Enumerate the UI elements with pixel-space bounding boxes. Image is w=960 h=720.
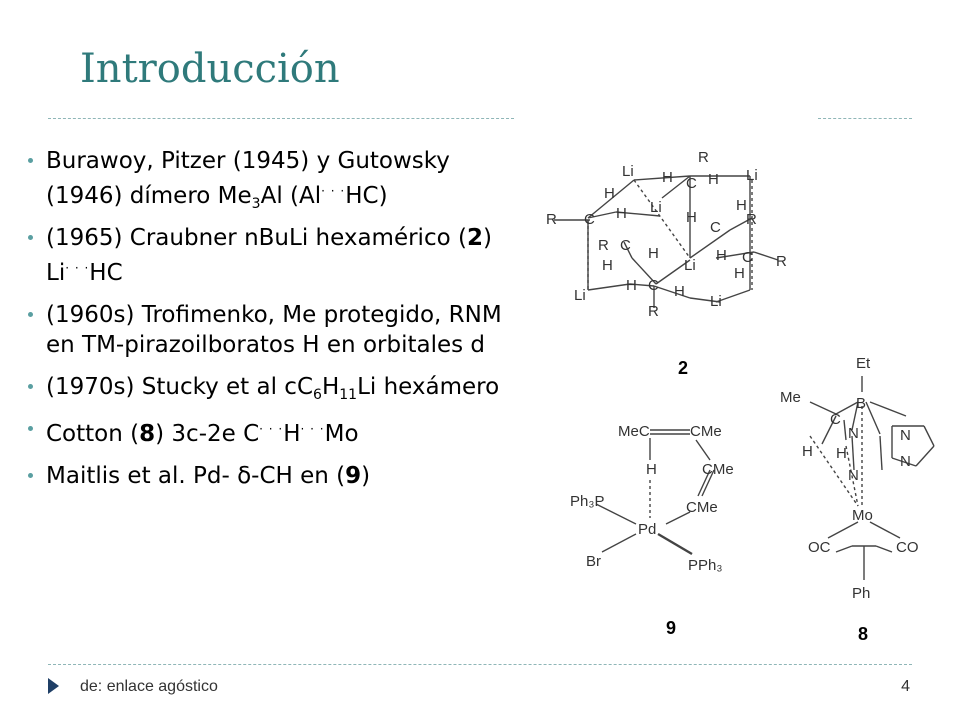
svg-text:Br: Br [586, 553, 601, 570]
svg-text:H: H [734, 265, 745, 282]
footer-arrow-icon [48, 678, 59, 694]
svg-text:Li: Li [710, 293, 722, 310]
svg-text:Li: Li [746, 167, 758, 184]
svg-text:Ph₃P: Ph₃P [570, 493, 605, 510]
svg-text:PPh₃: PPh₃ [688, 557, 723, 574]
bullet-item-stucky: (1970s) Stucky et al $cC_6H_{11}Li$ hexámero [22, 372, 522, 402]
bullet-dot [28, 235, 33, 240]
svg-text:Li: Li [684, 257, 696, 274]
compound-2-labels [546, 149, 787, 320]
svg-text:H: H [716, 247, 727, 264]
compound-2-number: 2 [678, 358, 689, 378]
svg-text:H: H [616, 205, 627, 222]
svg-text:R: R [648, 303, 659, 320]
bullet-list [22, 146, 522, 503]
svg-text:N: N [900, 453, 911, 470]
title-divider-left [48, 118, 514, 119]
svg-text:R: R [698, 149, 709, 166]
compound-2-structure [554, 176, 778, 308]
svg-text:N: N [848, 467, 859, 484]
svg-text:H: H [646, 461, 657, 478]
bullet-item-craubner: (1965) Craubner nBuLi hexamérico (2) Li· · ·HC [22, 223, 522, 288]
page-number: 4 [901, 678, 910, 695]
svg-text:C: C [830, 411, 841, 428]
bullet-item-burawoy: Burawoy, Pitzer (1945) y Gutowsky (1946) dímero $Me_3Al$ (Al· · ·HC) [22, 146, 522, 211]
svg-text:H: H [836, 445, 847, 462]
svg-text:Li: Li [650, 199, 662, 216]
svg-text:H: H [604, 185, 615, 202]
svg-text:H: H [648, 245, 659, 262]
bullet-item-cotton: Cotton (8) 3c-2e C· · ·H· · ·Mo [22, 414, 522, 449]
svg-text:C: C [648, 277, 659, 294]
svg-text:H: H [708, 171, 719, 188]
svg-text:C: C [686, 175, 697, 192]
svg-text:H: H [802, 443, 813, 460]
svg-text:C: C [584, 211, 595, 228]
svg-text:Ph: Ph [852, 585, 871, 602]
compound-9-number: 9 [666, 618, 677, 638]
svg-text:H: H [602, 257, 613, 274]
svg-text:H: H [686, 209, 697, 226]
bullet-item-trofimenko: (1960s) Trofimenko, Me protegido, RNM en TM-pirazoilboratos H en orbitales d [22, 300, 522, 360]
svg-text:B: B [856, 395, 867, 412]
compound-8-labels [780, 355, 919, 602]
svg-text:CMe: CMe [686, 499, 718, 516]
svg-text:R: R [776, 253, 787, 270]
svg-text:H: H [736, 197, 747, 214]
compound-9-labels [570, 423, 734, 574]
svg-text:N: N [900, 427, 911, 444]
svg-text:MeC: MeC [618, 423, 650, 440]
svg-text:H: H [626, 277, 637, 294]
svg-text:N: N [848, 425, 859, 442]
svg-text:R: R [746, 211, 757, 228]
svg-text:H: H [662, 169, 673, 186]
svg-text:Li: Li [622, 163, 634, 180]
bullet-dot [28, 158, 33, 163]
svg-text:H: H [674, 283, 685, 300]
svg-text:Pd: Pd [638, 521, 657, 538]
title-divider-right [818, 118, 912, 119]
svg-text:R: R [598, 237, 609, 254]
svg-text:C: C [620, 237, 631, 254]
compound-8-number: 8 [858, 624, 869, 644]
svg-text:C: C [710, 219, 721, 236]
svg-text:R: R [546, 211, 557, 228]
footer-divider [48, 664, 912, 665]
bullet-item-maitlis: Maitlis et al. Pd- δ-CH en (9) [22, 461, 522, 491]
svg-text:Mo: Mo [852, 507, 873, 524]
svg-text:OC: OC [808, 539, 831, 556]
svg-text:C: C [742, 249, 753, 266]
bullet-dot [28, 473, 33, 478]
footer-text: de: enlace agóstico [80, 678, 218, 695]
bullet-dot [28, 384, 33, 389]
bullet-dot [28, 426, 33, 431]
svg-text:CO: CO [896, 539, 919, 556]
chemical-structures-figure [540, 140, 952, 652]
svg-text:Me: Me [780, 389, 801, 406]
svg-text:Li: Li [574, 287, 586, 304]
svg-text:Et: Et [856, 355, 871, 372]
slide-title: Introducción [80, 46, 340, 92]
svg-text:CMe: CMe [702, 461, 734, 478]
bullet-dot [28, 312, 33, 317]
svg-text:CMe: CMe [690, 423, 722, 440]
